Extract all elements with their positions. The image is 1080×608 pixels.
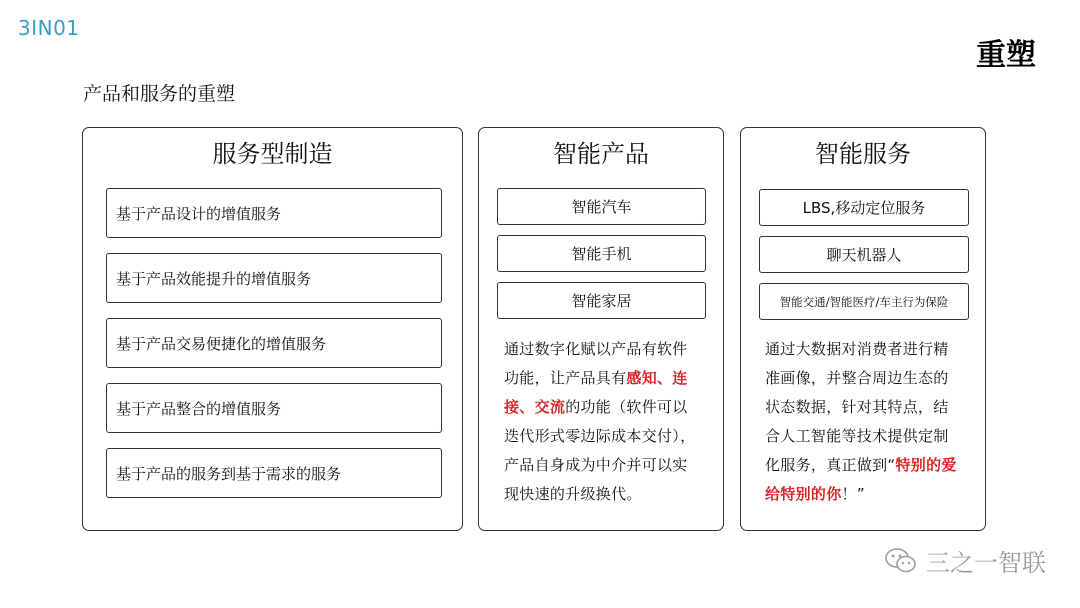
panel-description [504,335,702,509]
list-item: 基于产品的服务到基于需求的服务 [106,448,442,498]
panel-title: 服务型制造 [212,140,333,168]
panel-title: 智能服务 [815,140,911,168]
list-item: LBS,移动定位服务 [759,189,969,226]
wechat-icon [884,546,918,576]
page-title: 重塑 [976,38,1036,73]
list-item: 基于产品交易便捷化的增值服务 [106,318,442,368]
panel-description [765,335,963,509]
panel-smart-services [740,127,986,531]
panel-smart-products [478,127,724,531]
panel-service-manufacturing [82,127,463,531]
brand-logo: 3IN01 [18,16,80,40]
highlight-text: 感知、连接、交流 [504,369,688,416]
description-text: 通过数字化赋以产品有软件功能，让产品具有 [504,340,688,387]
list-item: 基于产品整合的增值服务 [106,383,442,433]
watermark [884,543,1046,578]
list-item: 智能汽车 [497,188,706,225]
list-item: 聊天机器人 [759,236,969,273]
panel-title: 智能产品 [553,140,649,168]
highlight-text: 特别的爱给特别的你 [765,456,957,503]
description-text: 的功能（软件可以迭代形式零边际成本交付），产品自身成为中介并可以实现快速的升级换代。 [504,398,696,503]
list-item: 基于产品设计的增值服务 [106,188,442,238]
list-item: 智能家居 [497,282,706,319]
watermark-text: 三之一智联 [926,549,1046,577]
description-text: 通过大数据对消费者进行精准画像，并整合周边生态的状态数据，针对其特点，结合人工智能等技术提供定制化服务，真正做到“ [765,340,949,474]
list-item: 基于产品效能提升的增值服务 [106,253,442,303]
page-subtitle: 产品和服务的重塑 [83,83,236,105]
description-text: ！” [841,485,865,503]
list-item: 智能交通/智能医疗/车主行为保险 [759,283,969,320]
list-item: 智能手机 [497,235,706,272]
